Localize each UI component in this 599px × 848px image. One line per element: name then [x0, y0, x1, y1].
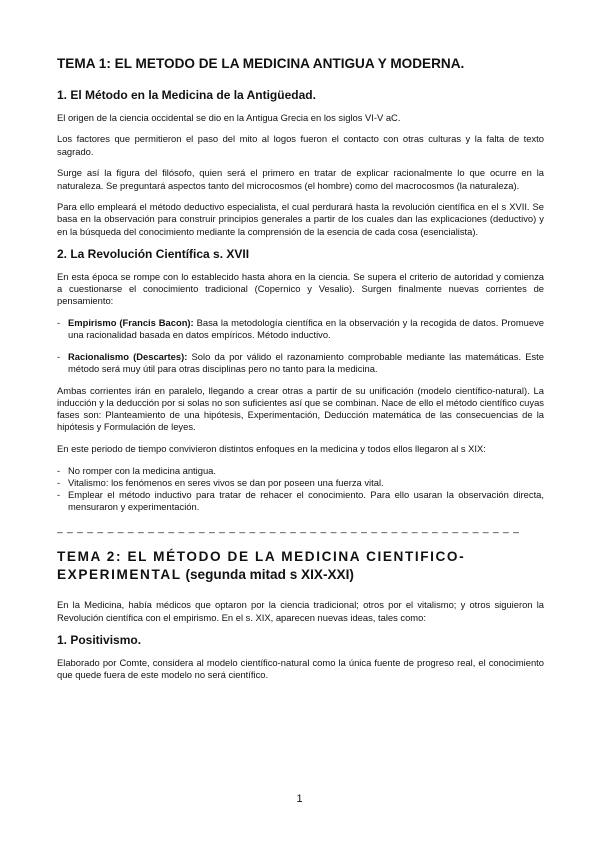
dash-bullet: -	[57, 489, 61, 501]
dash-bullet: -	[57, 464, 61, 476]
paragraph: Para ello empleará el método deductivo especialista, el cual perdurará hasta la revolución científica en el s XVII. Se basa en la observación para construir principios generales a partir de los cuales dan las explicaciones (deductivo) y en la búsqueda del conocimiento mediante la comprensión de la esencia de cada cosa (esencialista).	[57, 201, 544, 237]
corrientes-list	[57, 317, 544, 375]
tema1-title: TEMA 1: EL METODO DE LA MEDICINA ANTIGUA Y MODERNA.	[57, 56, 465, 71]
section-heading-revolucion: 2. La Revolución Científica s. XVII	[57, 247, 250, 262]
paragraph: Ambas corrientes irán en paralelo, llegando a crear otras a partir de su unificación (modelo científico-natural). La inducción y la deducción por si solas no son suficientes así que se combinan. Nace de ello el método científico cuyas fases son: Planteamiento de una hipótesis, Experimentación, Deducción matemática de las consecuencias de la hipótesis y Formulación de leyes.	[57, 384, 544, 433]
document-page	[57, 56, 544, 691]
list-item-racionalismo	[57, 351, 544, 375]
dash-bullet: -	[57, 316, 61, 328]
section-separator: _ _ _ _ _ _ _ _ _ _ _ _ _ _ _ _ _ _ _ _ _ _ _ _ _ _ _ _ _ _ _ _ _ _ _ _ _ _ _ _ _ _ _ _ _ _	[57, 522, 520, 534]
list-item: - Emplear el método inductivo para tratar de rehacer el conocimiento. Para ello usaran la observación directa, mensuraron y experimentación.	[57, 489, 544, 513]
paragraph: Los factores que permitieron el paso del mito al logos fueron el contacto con otras culturas y la falta de texto sagrado.	[57, 133, 544, 157]
tema2-title-main: TEMA 2: EL MÉTODO DE LA MEDICINA CIENTIFICO-EXPERIMENTAL	[57, 548, 466, 582]
list-item-text: Basa la metodología científica en la observación y la recogida de datos. Promueve una racionalidad basada en datos empíricos. Método inductivo.	[68, 316, 544, 341]
paragraph: Elaborado por Comte, considera al modelo científico-natural como la única fuente de progreso real, el conocimiento que quede fuera de este modelo no será científico.	[57, 656, 544, 680]
paragraph: En la Medicina, había médicos que optaron por la ciencia tradicional; otros por el vitalismo; y otros siguieron la Revolución científica con el empirismo. En el s. XIX, aparecen nuevas ideas, tales como:	[57, 599, 544, 623]
paragraph: En este periodo de tiempo convivieron distintos enfoques en la medicina y todos ellos llegaron al s XIX:	[57, 442, 486, 454]
tema2-title	[57, 548, 544, 583]
paragraph: Surge así la figura del filósofo, quien será el primero en tratar de explicar racionalmente lo que ocurre en la naturaleza. Se preguntará aspectos tanto del microcosmos (el hombre) como del macrocosmos (la naturaleza).	[57, 167, 544, 191]
section-heading-positivismo: 1. Positivismo.	[57, 633, 142, 648]
page-number: 1	[296, 793, 303, 805]
tema2-title-sub: (segunda mitad s XIX-XXI)	[181, 566, 354, 582]
section-heading-antiguedad: 1. El Método en la Medicina de la Antigüedad.	[57, 88, 316, 103]
paragraph: En esta época se rompe con lo establecido hasta ahora en la ciencia. Se supera el criterio de autoridad y comienza a cuestionarse el conocimiento tradicional (Copernico y Vesalio). Surgen finalmente nuevas corrientes de pensamiento:	[57, 270, 544, 307]
term-empirismo: Empirismo (Francis Bacon):	[68, 316, 194, 328]
dash-bullet: -	[57, 350, 61, 362]
list-item: - Vitalismo: los fenómenos en seres vivos se dan por poseen una fuerza vital.	[57, 476, 384, 488]
term-racionalismo: Racionalismo (Descartes):	[68, 350, 188, 362]
paragraph: El origen de la ciencia occidental se dio en la Antigua Grecia en los siglos VI-V aC.	[57, 111, 401, 123]
list-item-text: Solo da por válido el razonamiento comprobable mediante las matemáticas. Este método será muy útil para otras disciplinas pero no tanto para la medicina.	[68, 350, 544, 374]
enfoques-list	[57, 465, 544, 514]
dash-bullet: -	[57, 476, 61, 488]
list-item-empirismo	[57, 317, 544, 341]
list-item: - No romper con la medicina antigua.	[57, 464, 216, 476]
